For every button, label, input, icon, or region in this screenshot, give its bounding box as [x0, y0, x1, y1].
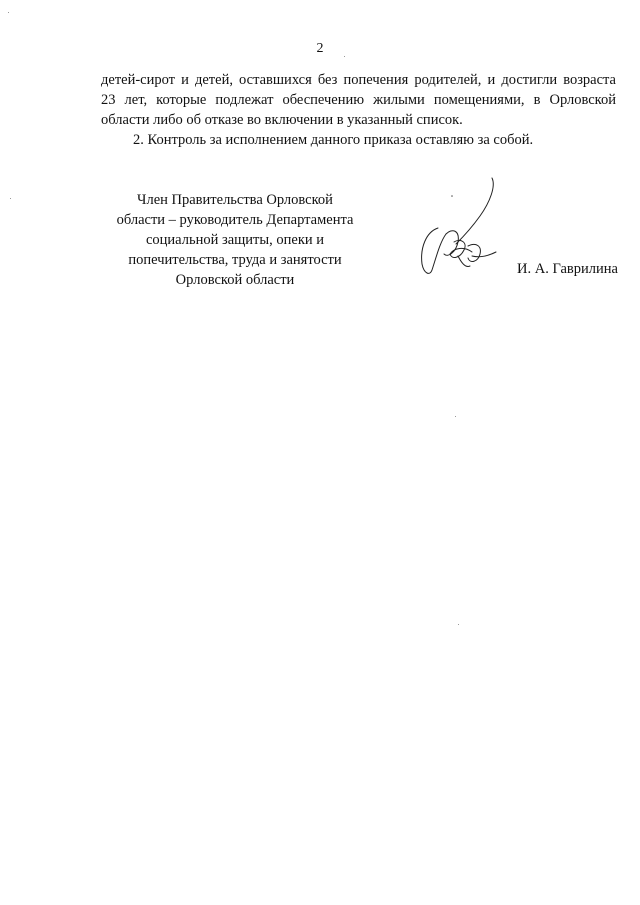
scan-speck — [455, 416, 456, 417]
signer-position-line: социальной защиты, опеки и — [145, 232, 325, 248]
body-line: области либо об отказе во включении в указанный список. — [101, 112, 463, 128]
scan-speck — [344, 56, 345, 57]
signer-position-line: Член Правительства Орловской — [137, 192, 333, 208]
signer-position-line: Орловской области — [175, 272, 295, 288]
scan-speck — [458, 624, 459, 625]
signer-position-line: области – руководитель Департамента — [116, 212, 354, 228]
page-number: 2 — [316, 41, 324, 56]
handwritten-signature — [410, 172, 510, 282]
scan-speck — [8, 12, 9, 13]
body-item-2: 2. Контроль за исполнением данного приказа оставляю за собой. — [133, 132, 534, 148]
signer-position-line: попечительства, труда и занятости — [128, 252, 342, 268]
body-text — [101, 70, 616, 150]
body-line: 23 лет, которые подлежат обеспечению жилыми помещениями, в Орловской — [101, 92, 616, 108]
signature-dot — [451, 195, 453, 197]
body-line: детей-сирот и детей, оставшихся без попечения родителей, и достигли возраста — [101, 72, 616, 88]
scan-speck — [10, 198, 11, 199]
signer-position — [90, 190, 380, 290]
signer-name: И. А. Гаврилина — [517, 261, 618, 277]
